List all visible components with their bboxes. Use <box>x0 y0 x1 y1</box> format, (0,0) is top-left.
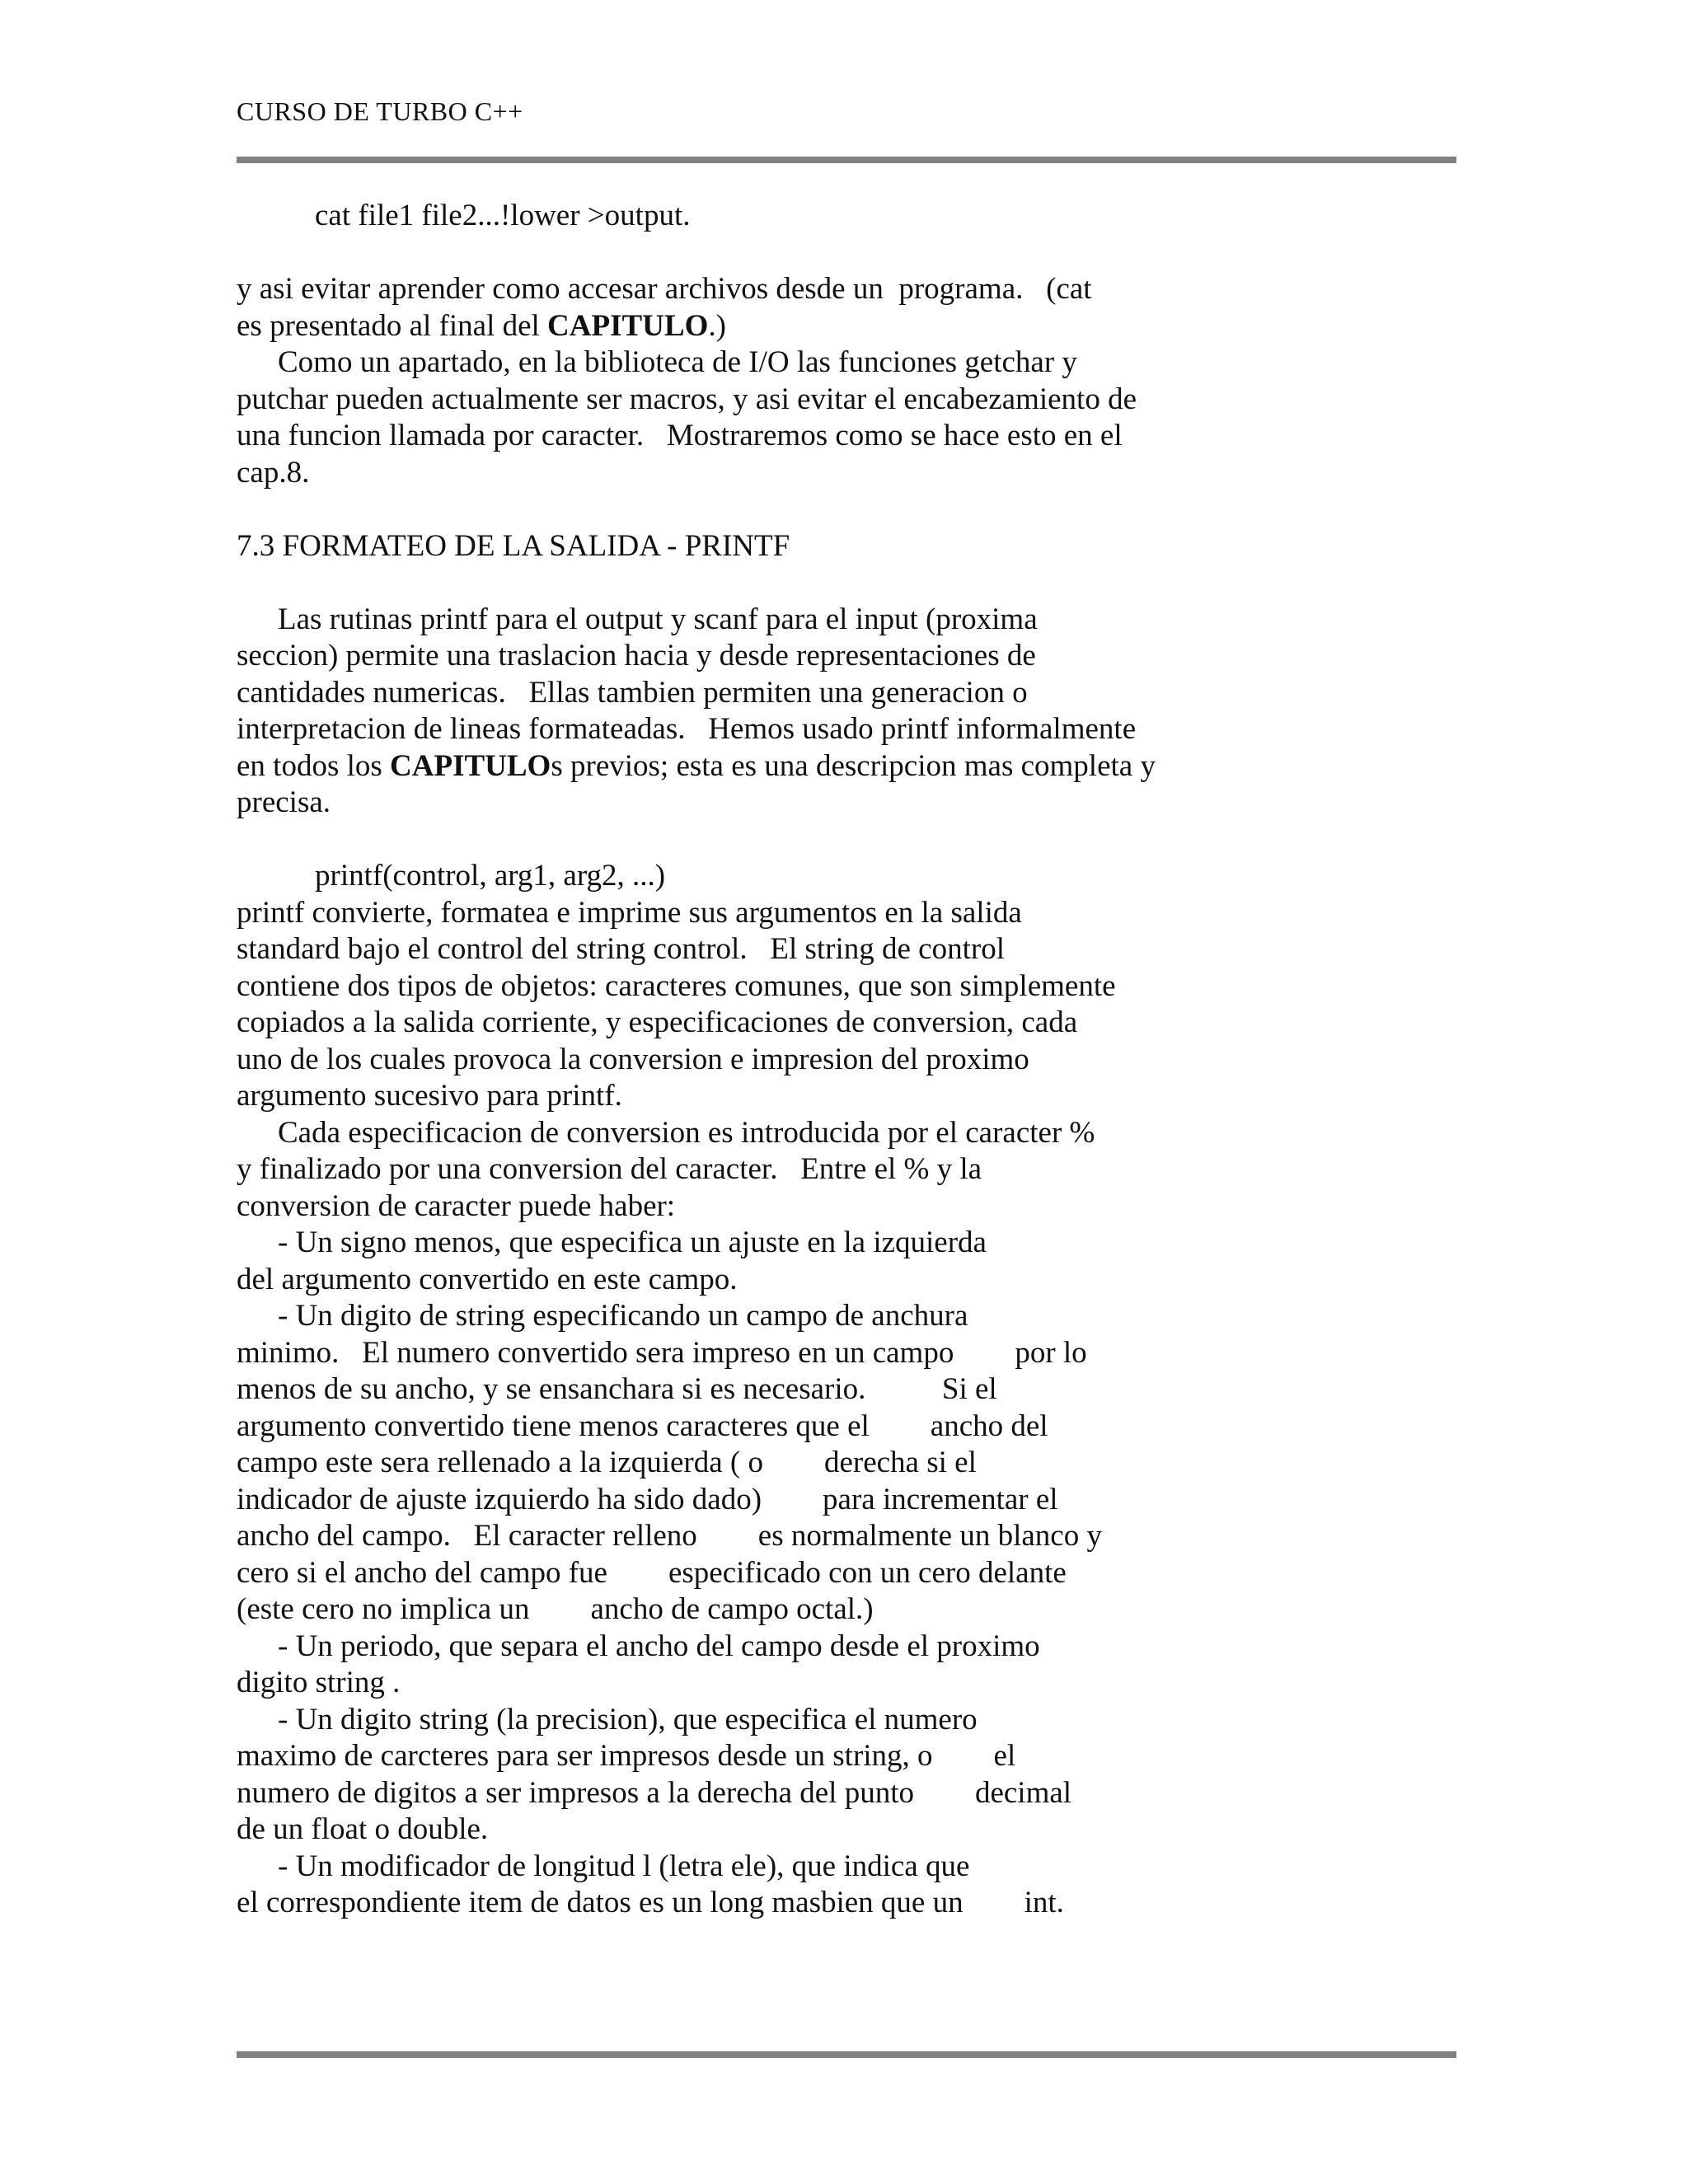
bold-term: CAPITULO <box>390 748 551 783</box>
list-item-line: - Un periodo, que separa el ancho del campo desde el proximo <box>278 1629 1040 1663</box>
bold-term: CAPITULO <box>547 308 709 343</box>
text-line: en todos los CAPITULOs previos; esta es una descripcion mas completa y <box>237 748 1156 783</box>
text-line: seccion) permite una traslacion hacia y desde representaciones de <box>237 639 1036 673</box>
text-line: cero si el ancho del campo fue especificado con un cero delante <box>237 1555 1067 1590</box>
paragraph-printf-intro <box>237 602 1448 822</box>
text-line: uno de los cuales provoca la conversion e impresion del proximo <box>237 1042 1029 1076</box>
running-header: CURSO DE TURBO C++ <box>237 96 523 126</box>
page-body <box>237 198 1448 1922</box>
paragraph-printf-description <box>237 895 1448 1922</box>
list-item-line: - Un signo menos, que especifica un ajuste en la izquierda <box>278 1226 987 1259</box>
text-line: numero de digitos a ser impresos a la derecha del punto decimal <box>237 1775 1072 1810</box>
printf-syntax: printf(control, arg1, arg2, ...) <box>315 859 666 893</box>
text-line: Las rutinas printf para el output y scanf para el input (proxima <box>278 602 1038 636</box>
text-line: cap.8. <box>237 455 310 490</box>
list-item-line: - Un modificador de longitud l (letra ele), que indica que <box>278 1849 970 1883</box>
text-line: maximo de carcteres para ser impresos desde un string, o el <box>237 1739 1016 1773</box>
text-line: interpretacion de lineas formateadas. Hemos usado printf informalmente <box>237 712 1137 746</box>
section-heading: 7.3 FORMATEO DE LA SALIDA - PRINTF <box>237 528 790 563</box>
text-line: printf convierte, formatea e imprime sus argumentos en la salida <box>237 895 1022 930</box>
text-line: precisa. <box>237 785 331 819</box>
text-line: menos de su ancho, y se ensanchara si es necesario. Si el <box>237 1372 997 1406</box>
header-rule <box>237 157 1456 163</box>
text-line: de un float o double. <box>237 1812 489 1846</box>
text-line: campo este sera rellenado a la izquierda ( o derecha si el <box>237 1446 977 1479</box>
text-line: Como un apartado, en la biblioteca de I/O las funciones getchar y <box>278 345 1077 379</box>
text-line: standard bajo el control del string control. El string de control <box>237 932 1005 966</box>
text-line: argumento convertido tiene menos caracteres que el ancho del <box>237 1408 1048 1443</box>
text-line: digito string . <box>237 1666 401 1699</box>
list-item-line: - Un digito de string especificando un campo de anchura <box>278 1299 968 1333</box>
text-line: Cada especificacion de conversion es introducida por el caracter % <box>278 1115 1095 1150</box>
list-item-line: - Un digito string (la precision), que especifica el numero <box>278 1702 978 1736</box>
text-line: minimo. El numero convertido sera impreso en un campo por lo <box>237 1335 1087 1370</box>
text-line: del argumento convertido en este campo. <box>237 1262 738 1296</box>
footer-rule <box>237 2051 1456 2058</box>
text-line: indicador de ajuste izquierdo ha sido dado) para incrementar el <box>237 1482 1058 1516</box>
text-line: el correspondiente item de datos es un long masbien que un int. <box>237 1886 1064 1919</box>
text-line: y asi evitar aprender como accesar archivos desde un programa. (cat <box>237 272 1092 306</box>
text-line: una funcion llamada por caracter. Mostraremos como se hace esto en el <box>237 419 1123 452</box>
text-line: contiene dos tipos de objetos: caracteres comunes, que son simplemente <box>237 968 1116 1003</box>
text-line: conversion de caracter puede haber: <box>237 1188 676 1223</box>
paragraph-intro <box>237 271 1448 491</box>
text-line: es presentado al final del CAPITULO.) <box>237 308 726 343</box>
text-line: ancho del campo. El caracter relleno es normalmente un blanco y <box>237 1519 1102 1553</box>
text-line: argumento sucesivo para printf. <box>237 1079 622 1113</box>
text-line: (este cero no implica un ancho de campo octal.) <box>237 1592 874 1626</box>
text-line: y finalizado por una conversion del caracter. Entre el % y la <box>237 1152 982 1186</box>
text-line: copiados a la salida corriente, y especificaciones de conversion, cada <box>237 1005 1078 1039</box>
command-example: cat file1 file2...!lower >output. <box>315 199 691 232</box>
text-line: putchar pueden actualmente ser macros, y asi evitar el encabezamiento de <box>237 382 1137 416</box>
text-line: cantidades numericas. Ellas tambien permiten una generacion o <box>237 675 1028 710</box>
